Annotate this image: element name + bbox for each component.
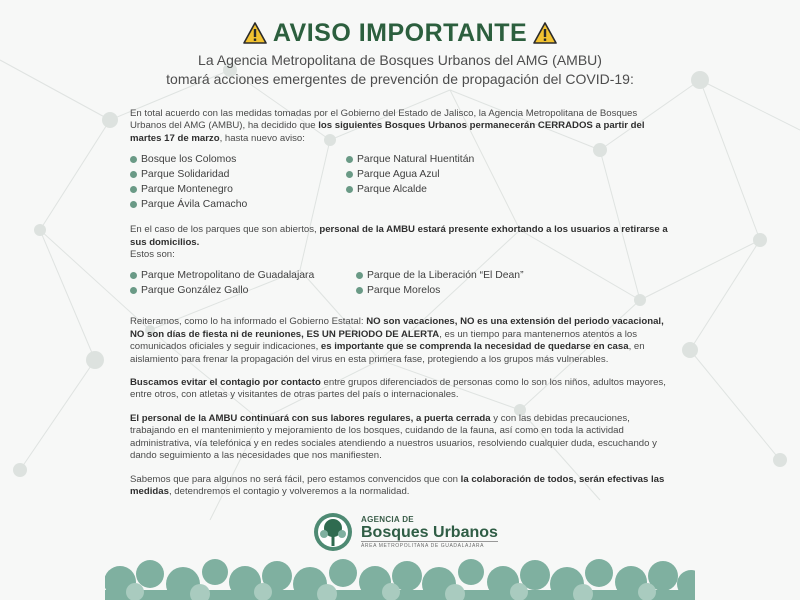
closed-parks-left [130,152,346,212]
open-parks-list [130,268,670,298]
closed-parks-list [130,152,670,212]
intro-paragraph: En total acuerdo con las medidas tomadas por el Gobierno del Estado de Jalisco, la Agencia Metropolitana de Bosques Urbanos del AMG (AMBU), ha decidido que los siguientes Bosques Urbanos permanecerán CERRADOS a partir del martes 17 de marzo, hasta nuevo aviso: [130,108,645,144]
logo-line-3: ÁREA METROPOLITANA DE GUADALAJARA [361,541,498,549]
list-item: Parque Ávila Camacho [130,197,346,212]
list-item: Parque Metropolitano de Guadalajara [130,268,356,283]
forest-illustration [105,554,695,600]
announcement-content [130,16,670,498]
list-item: Parque Natural Huentitán [346,152,474,167]
list-item: Parque Montenegro [130,182,346,197]
contact-paragraph: Buscamos evitar el contagio por contacto entre grupos diferenciados de personas como lo son los niños, adultos mayores, entre otros, con atletas y visitantes de otras partes del país o internacionales. [130,377,666,401]
list-item: Bosque los Colomos [130,152,346,167]
list-item: Parque Morelos [356,283,524,298]
alert-paragraph: Reiteramos, como lo ha informado el Gobierno Estatal: NO son vacaciones, NO es una extensión del periodo vacacional, NO son días de fiesta ni de reuniones, ES UN PERIODO DE ALERTA, es un tiempo para mantenernos atentos a los comunicados oficiales y seguir indicaciones, es importante que se comprenda la necesidad de quedarse en casa, en aislamiento para frenar la propagación del virus en esta primera fase, protegiendo a los grupos más vulnerables. [130,316,664,365]
open-parks-left [130,268,356,298]
warning-icon [243,22,267,44]
warning-icon [533,22,557,44]
title-text: AVISO IMPORTANTE [272,19,528,47]
closed-parks-right [346,152,474,212]
staff-paragraph: El personal de la AMBU continuará con sus labores regulares, a puerta cerrada y con las debidas precauciones, trabajando en el mantenimiento y mejoramiento de los bosques, cuidando de la fauna, así como en toda la actividad administrativa, vía telefónica y en redes sociales atendiendo a nuestros usuarios, resolviendo cualquier duda, escuchando y dando seguimiento a las necesidades que nos manifiesten. [130,412,657,462]
page-title [130,16,670,50]
list-item: Parque Solidaridad [130,167,346,182]
open-parks-intro: En el caso de los parques que son abiertos, personal de la AMBU estará presente exhortando a los usuarios a retirarse a sus domicilios. Estos son: [130,224,668,261]
subtitle-line-2: tomará acciones emergentes de prevención de propagación del COVID-19: [166,71,634,87]
list-item: Parque González Gallo [130,283,356,298]
tree-logo-icon [313,512,353,552]
closing-paragraph: Sabemos que para algunos no será fácil, pero estamos convencidos que con la colaboración de todos, serán efectivas las medidas, detendremos el contagio y volveremos a la normalidad. [130,473,665,497]
logo-line-2: Bosques Urbanos [361,524,498,541]
logo-line-1: AGENCIA DE [361,515,414,524]
list-item: Parque Agua Azul [346,167,474,182]
open-parks-right [356,268,524,298]
logo-text [361,515,498,549]
list-item: Parque Alcalde [346,182,474,197]
list-item: Parque de la Liberación “El Dean” [356,268,524,283]
ambu-logo [313,510,503,554]
subtitle-line-1: La Agencia Metropolitana de Bosques Urbanos del AMG (AMBU) [198,52,602,68]
